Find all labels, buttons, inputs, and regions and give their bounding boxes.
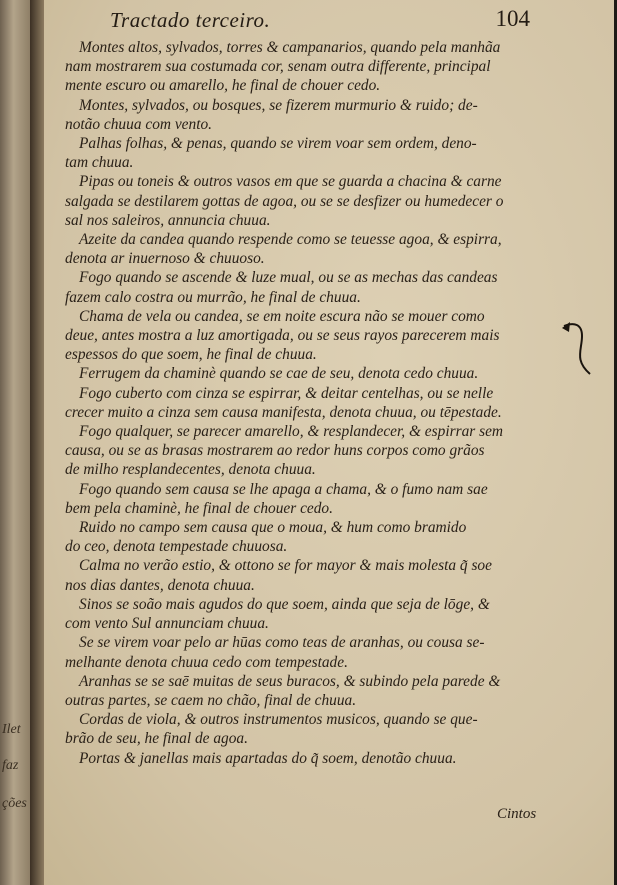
text-line: Fogo quando se ascende & luze mual, ou se as mechas das candeas (79, 269, 498, 287)
paragraph (65, 96, 595, 134)
text-line: Aranhas se se saē muitas de seus buracos, & subindo pela parede & (79, 672, 501, 690)
paragraph (65, 595, 595, 633)
catchword: Cintos (497, 806, 537, 822)
facing-page-edge (0, 0, 30, 885)
running-head: Tractado terceiro. (110, 8, 271, 32)
paragraph (65, 749, 595, 768)
paragraph (65, 480, 595, 518)
paragraph (65, 364, 595, 383)
marginal-pen-mark-icon (560, 320, 600, 380)
paragraph (65, 268, 595, 306)
text-line: Fogo cuberto com cinza se espirrar, & deitar centelhas, ou se nelle (79, 384, 494, 402)
text-line: Calma no verão estio, & ottono se for mayor & mais molesta q̃ soe (79, 557, 492, 575)
paragraph (65, 230, 595, 268)
text-line: causa, ou se as brasas mostrarem ao redor huns corpos como grãos (65, 442, 485, 460)
page-number: 104 (495, 6, 530, 31)
text-line: denota ar inuernoso & chuuoso. (65, 250, 265, 268)
text-line: notão chuua com vento. (65, 115, 213, 133)
text-line: Cordas de viola, & outros instrumentos musicos, quando se que- (79, 711, 478, 729)
paragraph (65, 633, 595, 671)
text-line: mente escuro ou amarello, he final de chouer cedo. (65, 77, 381, 95)
text-line: deue, antes mostra a luz amortigada, ou se seus rayos parecerem mais (65, 327, 500, 345)
page-text (65, 38, 595, 768)
text-line: melhante denota chuua cedo com tempestade. (65, 653, 348, 671)
paragraph (65, 172, 595, 230)
text-line: outras partes, se caem no chão, final de chuua. (65, 691, 357, 709)
book-gutter (30, 0, 44, 885)
text-line: Ruido no campo sem causa que o moua, & hum como bramido (79, 519, 467, 537)
paragraph (65, 384, 595, 422)
text-line: nam mostrarem sua costumada cor, senam outra differente, principal (65, 58, 491, 76)
text-line: fazem calo costra ou murrão, he final de chuua. (65, 288, 361, 306)
text-line: Se se virem voar pelo ar hūas como teas de aranhas, ou cousa se- (79, 634, 485, 652)
paragraph (65, 134, 595, 172)
text-line: Fogo qualquer, se parecer amarello, & resplandecer, & espirrar sem (79, 423, 504, 441)
text-line: Fogo quando sem causa se lhe apaga a chama, & o fumo nam sae (79, 480, 488, 498)
paragraph (65, 672, 595, 710)
text-line: Sinos se soão mais agudos do que soem, ainda que seja de lōge, & (79, 595, 490, 613)
text-line: Montes, sylvados, ou bosques, se fizerem murmurio & ruido; de- (79, 96, 478, 114)
text-line: Azeite da candea quando respende como se teuesse agoa, & espirra, (79, 231, 502, 249)
text-line: nos dias dantes, denota chuua. (65, 576, 255, 594)
text-line: com vento Sul annunciam chuua. (65, 615, 269, 633)
text-line: do ceo, denota tempestade chuuosa. (65, 538, 288, 556)
page-header (110, 8, 530, 40)
text-line: Portas & janellas mais apartadas do q̃ soem, denotão chuua. (79, 749, 457, 767)
text-line: bem pela chaminè, he final de chouer cedo. (65, 499, 333, 517)
text-line: Montes altos, sylvados, torres & campanarios, quando pela manhãa (79, 39, 501, 56)
text-line: Chama de vela ou candea, se em noite escura não se mouer como (79, 307, 485, 325)
text-line: crecer muito a cinza sem causa manifesta, denota chuua, ou tēpestade. (65, 403, 502, 421)
paragraph (65, 422, 595, 480)
text-line: Palhas folhas, & penas, quando se virem voar sem ordem, deno- (79, 135, 477, 153)
text-line: Pipas ou toneis & outros vasos em que se guarda a chacina & carne (79, 173, 502, 191)
text-line: sal nos saleiros, annuncia chuua. (65, 211, 271, 229)
paragraph (65, 556, 595, 594)
facing-page-fragment: faz (2, 758, 19, 773)
paragraph (65, 518, 595, 556)
paragraph (65, 710, 595, 748)
text-line: salgada se destilarem gottas de agoa, ou se se desfizer ou humedecer o (65, 192, 504, 210)
text-line: tam chuua. (65, 154, 134, 172)
text-line: de milho resplandecentes, denota chuua. (65, 461, 316, 479)
paragraph (65, 307, 595, 365)
facing-page-fragment: ções (2, 796, 27, 811)
facing-page-fragment: Ilet (2, 722, 21, 737)
paragraph (65, 38, 595, 96)
text-line: Ferrugem da chaminè quando se cae de seu, denota cedo chuua. (79, 365, 479, 383)
text-line: brão de seu, he final de agoa. (65, 730, 248, 748)
text-line: espessos do que soem, he final de chuua. (65, 346, 317, 364)
